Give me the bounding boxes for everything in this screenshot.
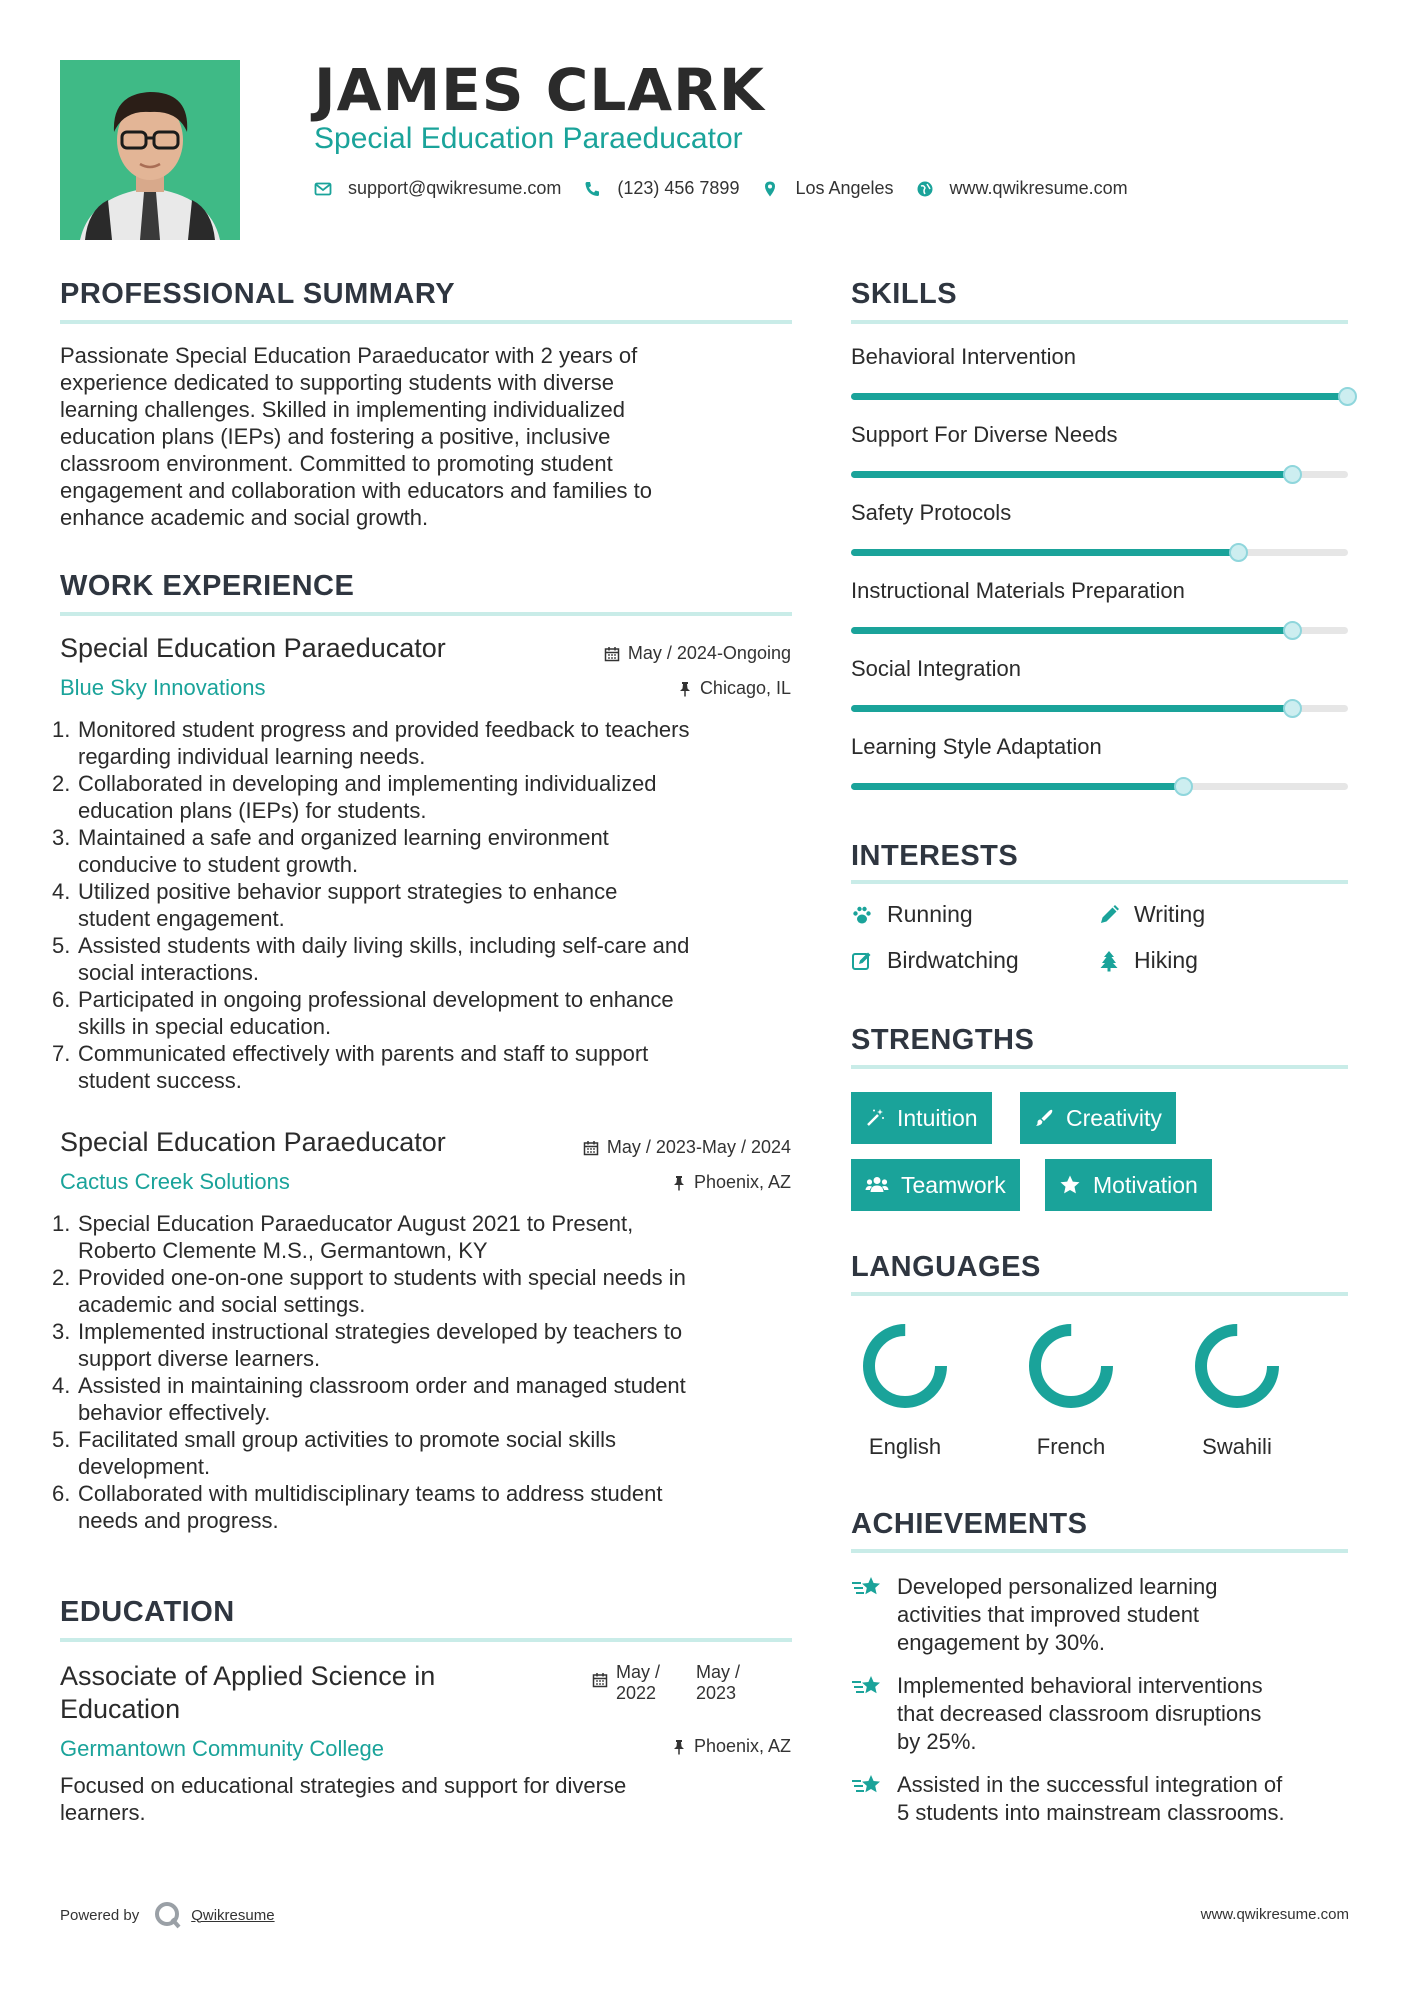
language-ring — [1189, 1318, 1285, 1414]
skill-bar — [851, 471, 1348, 478]
list-number: 3. — [52, 1319, 71, 1344]
education-location-text: Phoenix, AZ — [693, 1736, 791, 1756]
footer-powered-by — [60, 1900, 275, 1930]
skills-rule — [851, 320, 1348, 324]
interest-label: Birdwatching — [887, 947, 1019, 973]
phone-icon — [583, 180, 601, 198]
list-item — [52, 1372, 800, 1426]
achievement-item — [851, 1672, 1351, 1756]
education-heading: EDUCATION — [60, 1596, 235, 1628]
skill-bar-fill — [851, 393, 1348, 400]
strength-label: Teamwork — [901, 1171, 1006, 1198]
contact-info — [314, 178, 1150, 199]
list-item — [52, 1480, 800, 1534]
job-duties — [52, 1210, 800, 1534]
avatar — [60, 60, 240, 240]
duty-line: social interactions. — [78, 960, 259, 985]
skill-level-knob — [1229, 543, 1248, 562]
duty-line: support diverse learners. — [78, 1346, 321, 1371]
skill-label: Learning Style Adaptation — [851, 734, 1102, 759]
skill-level-knob — [1283, 699, 1302, 718]
degree-line: Associate of Applied Science in — [60, 1661, 436, 1691]
language-ring-arc — [869, 1330, 941, 1402]
powered-by-label: Powered by — [60, 1906, 140, 1924]
list-number: 4. — [52, 1373, 71, 1398]
list-item — [52, 1040, 800, 1094]
tree-icon — [1098, 950, 1120, 972]
interest-label: Hiking — [1134, 947, 1198, 973]
interests-heading: INTERESTS — [851, 840, 1019, 872]
skill-level-knob — [1283, 621, 1302, 640]
language-item — [845, 1318, 965, 1460]
job-date-text: May / 2024-Ongoing — [627, 643, 791, 663]
footer-site[interactable]: www.qwikresume.com — [1200, 1906, 1349, 1923]
achievement-item — [851, 1573, 1351, 1657]
duty-line: academic and social settings. — [78, 1292, 366, 1317]
skill-label: Support For Diverse Needs — [851, 422, 1118, 447]
skill-bar-fill — [851, 783, 1184, 790]
list-item — [52, 878, 800, 932]
list-number: 5. — [52, 933, 71, 958]
candidate-name: JAMES CLARK — [314, 56, 765, 124]
duty-line: skills in special education. — [78, 1014, 332, 1039]
achievement-line: activities that improved student — [897, 1602, 1200, 1627]
education-rule — [60, 1638, 792, 1642]
globe-icon — [916, 180, 934, 198]
list-number: 6. — [52, 987, 71, 1012]
duty-line: Communicated effectively with parents and staff to support — [78, 1041, 649, 1066]
job-title: Special Education Paraeducator — [60, 633, 446, 663]
skill-bar-fill — [851, 549, 1239, 556]
interest-item — [1098, 901, 1205, 928]
duty-line: student success. — [78, 1068, 242, 1093]
achievement-line: engagement by 30%. — [897, 1630, 1105, 1655]
candidate-title: Special Education Paraeducator — [314, 122, 743, 155]
language-ring — [1023, 1318, 1119, 1414]
strength-label: Motivation — [1093, 1171, 1198, 1198]
paintbrush-icon — [1034, 1108, 1054, 1128]
degree-title — [60, 1660, 435, 1726]
duty-line: Roberto Clemente M.S., Germantown, KY — [78, 1238, 488, 1263]
brand-link[interactable]: Qwikresume — [191, 1906, 275, 1924]
achievement-item — [851, 1771, 1351, 1827]
strength-badge — [851, 1159, 1020, 1211]
paw-icon — [851, 904, 873, 926]
language-label: French — [1036, 1434, 1106, 1459]
contact-email[interactable] — [314, 178, 561, 199]
summary-line: classroom environment. Committed to promoting student — [60, 451, 613, 476]
experience-rule — [60, 612, 792, 616]
strength-badge — [1045, 1159, 1212, 1211]
list-number: 2. — [52, 771, 71, 796]
summary-line: Passionate Special Education Paraeducator with 2 years of — [60, 343, 638, 368]
achievement-text — [897, 1573, 1217, 1657]
summary-line: enhance academic and social growth. — [60, 505, 429, 530]
list-number: 3. — [52, 825, 71, 850]
list-item — [52, 1264, 800, 1318]
list-number: 1. — [52, 1211, 71, 1236]
achievement-line: that decreased classroom disruptions — [897, 1701, 1262, 1726]
achievements-rule — [851, 1549, 1348, 1553]
qwikresume-logo-icon — [153, 1900, 183, 1930]
achievement-text — [897, 1672, 1263, 1756]
list-item — [52, 1210, 800, 1264]
contact-location — [761, 178, 893, 199]
skill-bar — [851, 393, 1348, 400]
duty-line: Assisted in maintaining classroom order and managed student — [78, 1373, 686, 1398]
duty-line: Collaborated with multidisciplinary teams to address student — [78, 1481, 663, 1506]
list-number: 6. — [52, 1481, 71, 1506]
duty-line: regarding individual learning needs. — [78, 744, 426, 769]
school-name: Germantown Community College — [60, 1736, 385, 1761]
strength-badge — [851, 1092, 992, 1144]
language-item — [1011, 1318, 1131, 1460]
duty-line: Provided one-on-one support to students with special needs in — [78, 1265, 686, 1290]
skill-label: Social Integration — [851, 656, 1021, 681]
strength-label: Intuition — [897, 1104, 978, 1131]
list-number: 5. — [52, 1427, 71, 1452]
magic-wand-icon — [865, 1108, 885, 1128]
job-location-text: Phoenix, AZ — [693, 1172, 791, 1192]
contact-phone[interactable] — [583, 178, 739, 199]
language-ring-arc — [1035, 1330, 1107, 1402]
star-icon — [1059, 1174, 1081, 1196]
job-location-text: Chicago, IL — [699, 678, 791, 698]
achievement-line: Implemented behavioral interventions — [897, 1673, 1263, 1698]
contact-location-text: Los Angeles — [795, 178, 894, 198]
duty-line: Participated in ongoing professional development to enhance — [78, 987, 674, 1012]
list-item — [52, 824, 800, 878]
pencil-icon — [1098, 904, 1120, 926]
envelope-icon — [314, 180, 332, 198]
list-item — [52, 932, 800, 986]
duty-line: Implemented instructional strategies developed by teachers to — [78, 1319, 683, 1344]
profile-photo — [60, 60, 240, 240]
summary-line: learning challenges. Skilled in implementing individualized — [60, 397, 625, 422]
summary-heading: PROFESSIONAL SUMMARY — [60, 278, 456, 310]
duty-line: Collaborated in developing and implementing individualized — [78, 771, 657, 796]
job-title: Special Education Paraeducator — [60, 1127, 446, 1157]
list-item — [52, 1426, 800, 1480]
summary-line: engagement and collaboration with educators and families to — [60, 478, 652, 503]
pushpin-icon — [678, 681, 692, 697]
pushpin-icon — [672, 1175, 686, 1191]
skill-bar-fill — [851, 627, 1293, 634]
duty-line: development. — [78, 1454, 211, 1479]
skill-label: Instructional Materials Preparation — [851, 578, 1185, 603]
duty-line: conducive to student growth. — [78, 852, 359, 877]
languages-rule — [851, 1292, 1348, 1296]
interest-item — [851, 947, 1019, 974]
contact-email-text: support@qwikresume.com — [348, 178, 562, 198]
achievement-line: by 25%. — [897, 1729, 977, 1754]
shooting-star-icon — [851, 1674, 885, 1700]
language-ring-arc — [1201, 1330, 1273, 1402]
duty-line: Special Education Paraeducator August 2021 to Present, — [78, 1211, 634, 1236]
education-dates — [592, 1662, 792, 1704]
duty-line: education plans (IEPs) for students. — [78, 798, 427, 823]
company-name: Cactus Creek Solutions — [60, 1169, 290, 1194]
contact-website-text: www.qwikresume.com — [949, 178, 1128, 198]
job-location — [500, 1172, 791, 1193]
shooting-star-icon — [851, 1575, 885, 1601]
list-number: 7. — [52, 1041, 71, 1066]
achievement-line: Assisted in the successful integration of — [897, 1772, 1283, 1797]
skill-bar-fill — [851, 471, 1293, 478]
language-ring — [857, 1318, 953, 1414]
language-label: English — [868, 1434, 942, 1459]
achievement-line: Developed personalized learning — [897, 1574, 1218, 1599]
skill-label: Safety Protocols — [851, 500, 1012, 525]
job-duties — [52, 716, 800, 1094]
job-date — [500, 1137, 791, 1158]
interest-item — [851, 901, 973, 928]
calendar-icon — [604, 646, 620, 662]
calendar-icon — [583, 1140, 599, 1156]
interests-rule — [851, 880, 1348, 884]
languages-heading: LANGUAGES — [851, 1251, 1041, 1283]
interest-label: Running — [887, 901, 973, 927]
list-item — [52, 1318, 800, 1372]
language-label: Swahili — [1202, 1434, 1272, 1459]
strengths-heading: STRENGTHS — [851, 1024, 1035, 1056]
summary-text — [60, 342, 800, 531]
skill-label: Behavioral Intervention — [851, 344, 1077, 369]
achievement-text — [897, 1771, 1285, 1827]
skill-level-knob — [1283, 465, 1302, 484]
duty-line: Maintained a safe and organized learning environment — [78, 825, 609, 850]
date-line: 2022 — [616, 1683, 657, 1703]
list-number: 1. — [52, 717, 71, 742]
skill-bar-fill — [851, 705, 1293, 712]
education-end — [696, 1662, 740, 1704]
strength-badge — [1020, 1092, 1176, 1144]
skill-level-knob — [1174, 777, 1193, 796]
strengths-rule — [851, 1065, 1348, 1069]
contact-phone-text: (123) 456 7899 — [617, 178, 740, 198]
duty-line: behavior effectively. — [78, 1400, 271, 1425]
education-description — [60, 1772, 800, 1826]
strength-label: Creativity — [1066, 1104, 1162, 1131]
experience-heading: WORK EXPERIENCE — [60, 570, 355, 602]
list-number: 2. — [52, 1265, 71, 1290]
date-line: May / — [696, 1662, 741, 1682]
edit-icon — [851, 950, 873, 972]
date-line: 2023 — [696, 1683, 737, 1703]
duty-line: Utilized positive behavior support strategies to enhance — [78, 879, 618, 904]
list-number: 4. — [52, 879, 71, 904]
interest-item — [1098, 947, 1198, 974]
duty-line: student engagement. — [78, 906, 285, 931]
pushpin-icon — [672, 1739, 686, 1755]
language-item — [1177, 1318, 1297, 1460]
education-start — [616, 1662, 696, 1704]
list-item — [52, 716, 800, 770]
list-item — [52, 986, 800, 1040]
shooting-star-icon — [851, 1773, 885, 1799]
skill-bar — [851, 549, 1348, 556]
summary-line: experience dedicated to supporting students with diverse — [60, 370, 615, 395]
achievements-heading: ACHIEVEMENTS — [851, 1508, 1088, 1540]
description-line: Focused on educational strategies and support for diverse — [60, 1773, 627, 1798]
degree-line: Education — [60, 1694, 181, 1724]
duty-line: needs and progress. — [78, 1508, 279, 1533]
skill-bar — [851, 627, 1348, 634]
duty-line: Assisted students with daily living skills, including self-care and — [78, 933, 690, 958]
contact-website[interactable] — [916, 178, 1128, 199]
interest-label: Writing — [1134, 901, 1206, 927]
education-location — [500, 1736, 791, 1757]
duty-line: Monitored student progress and provided feedback to teachers — [78, 717, 690, 742]
date-line: May / — [616, 1662, 661, 1682]
calendar-icon — [592, 1672, 608, 1688]
users-icon — [865, 1175, 889, 1195]
skill-bar — [851, 783, 1348, 790]
job-date-text: May / 2023-May / 2024 — [606, 1137, 791, 1157]
achievement-line: 5 students into mainstream classrooms. — [897, 1800, 1285, 1825]
job-date — [500, 643, 791, 664]
description-line: learners. — [60, 1800, 146, 1825]
skills-heading: SKILLS — [851, 278, 958, 310]
list-item — [52, 770, 800, 824]
summary-line: education plans (IEPs) and fostering a positive, inclusive — [60, 424, 611, 449]
map-marker-icon — [761, 180, 779, 198]
job-location — [500, 678, 791, 699]
summary-rule — [60, 320, 792, 324]
skill-bar — [851, 705, 1348, 712]
duty-line: Facilitated small group activities to promote social skills — [78, 1427, 616, 1452]
company-name: Blue Sky Innovations — [60, 675, 266, 700]
skill-level-knob — [1338, 387, 1357, 406]
